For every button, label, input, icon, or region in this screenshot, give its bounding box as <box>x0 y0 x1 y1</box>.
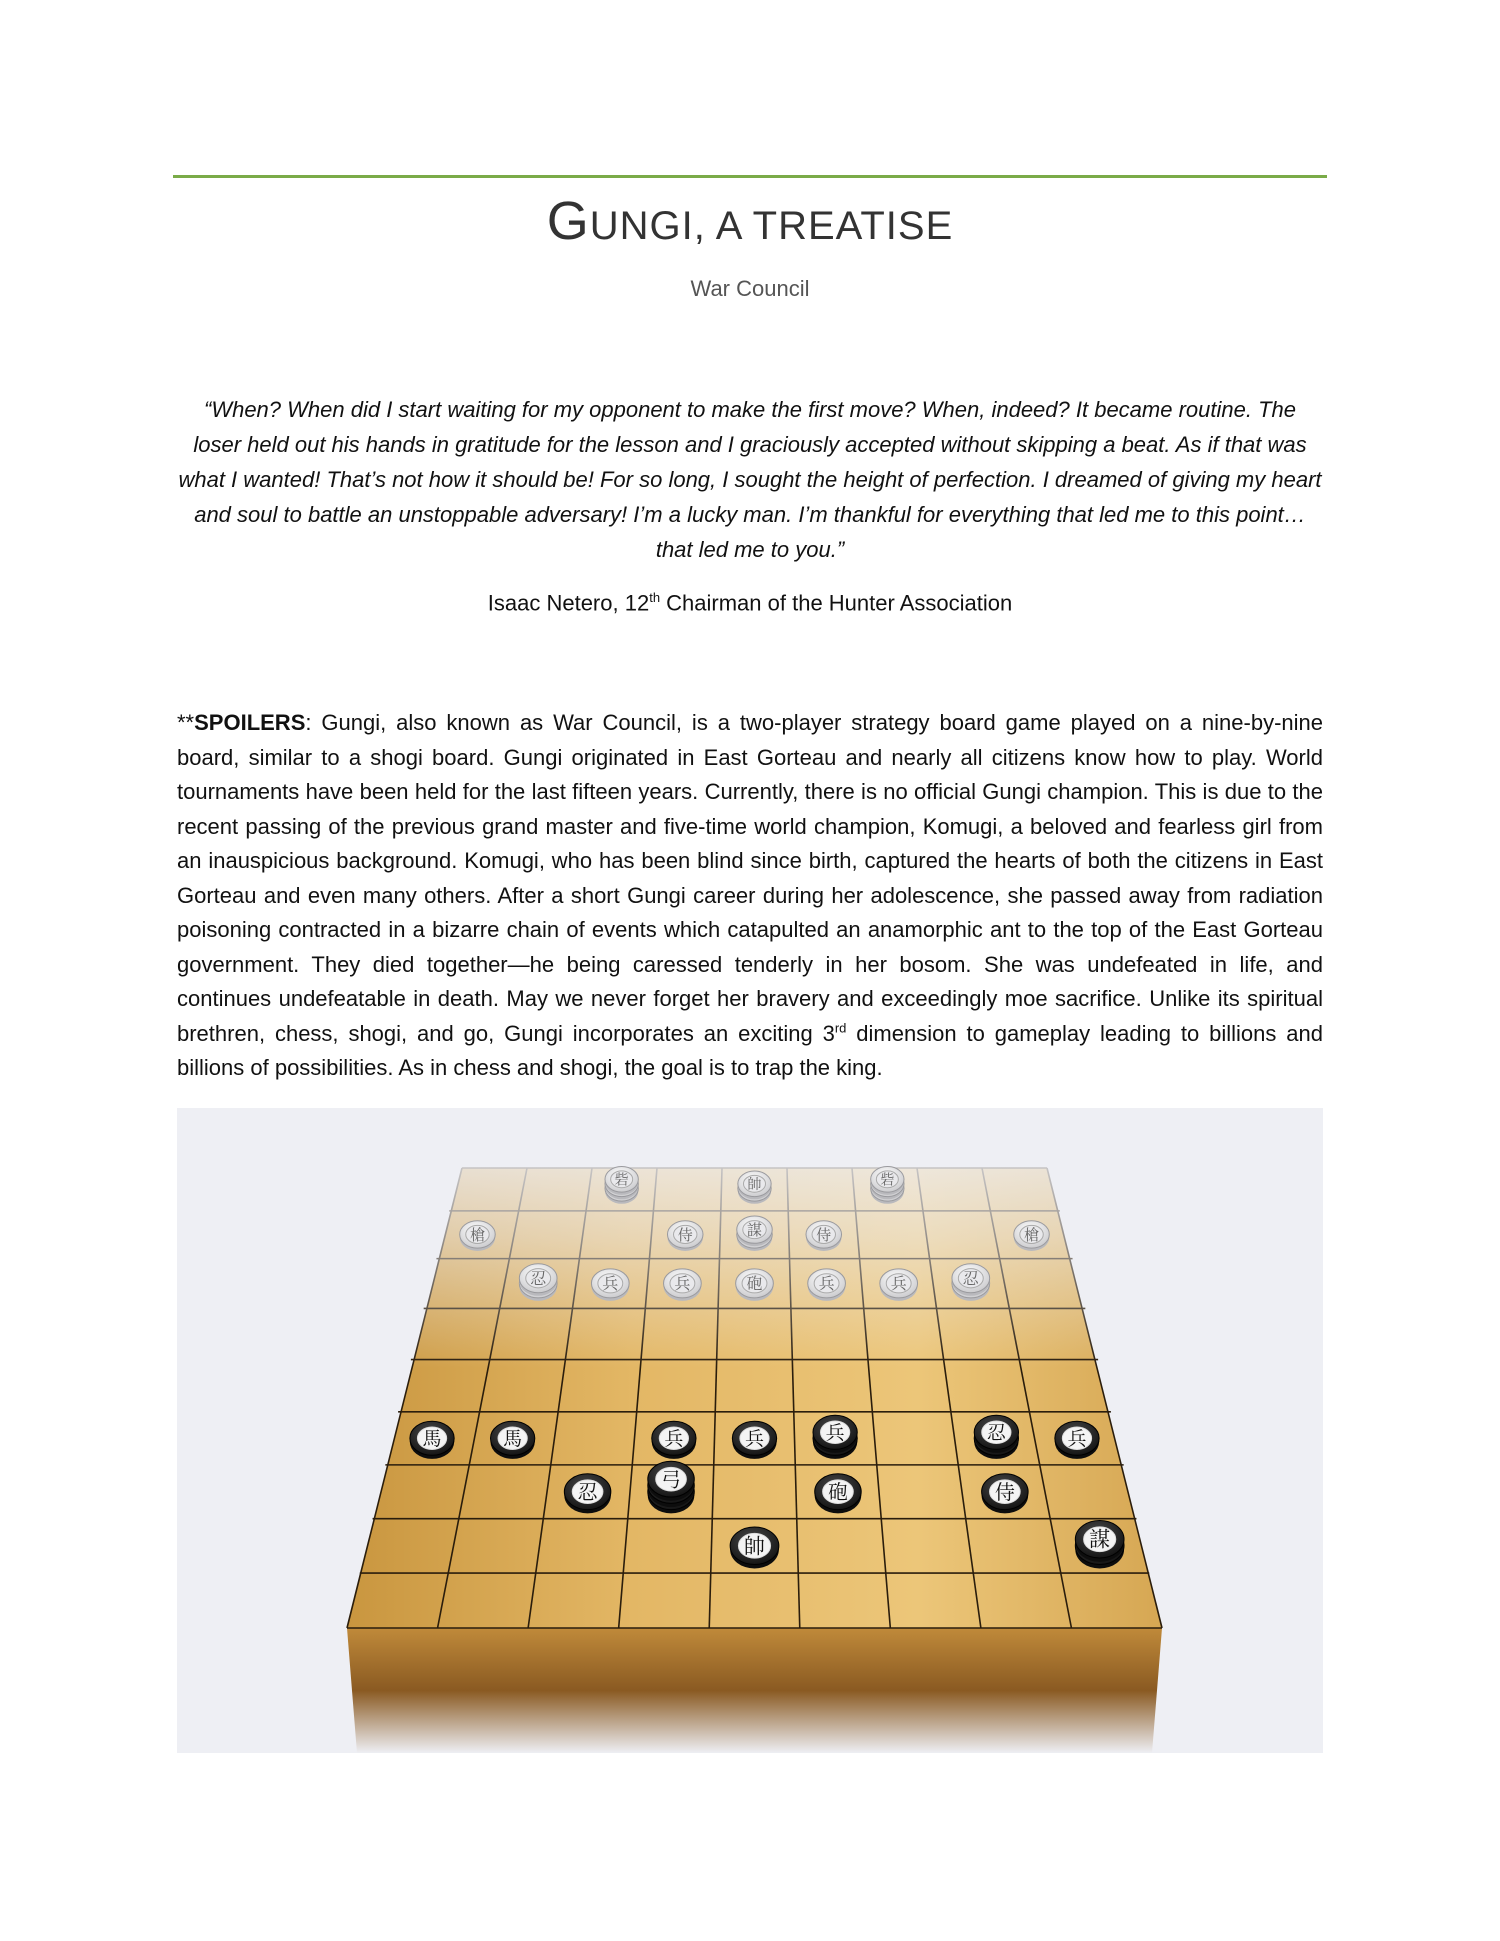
black-piece <box>564 1474 611 1514</box>
white-piece <box>806 1221 842 1251</box>
gungi-board-image <box>177 1108 1323 1753</box>
header-rule <box>173 175 1327 178</box>
black-piece-label: 兵 <box>744 1428 765 1451</box>
white-piece <box>871 1166 904 1203</box>
black-piece <box>732 1421 776 1459</box>
white-piece <box>519 1264 557 1301</box>
white-piece-label: 侍 <box>816 1225 832 1244</box>
white-piece-label: 兵 <box>890 1274 907 1294</box>
title-rest: UNGI, A TREATISE <box>589 204 954 248</box>
black-piece <box>410 1421 454 1459</box>
black-piece-label: 謀 <box>1089 1527 1111 1552</box>
page-subtitle: War Council <box>690 276 810 301</box>
black-piece-label: 馬 <box>422 1428 442 1451</box>
body-part-2: dimension to gameplay leading to billions and billions of possibilities. As in chess and shogi, the goal is to trap the king. <box>177 1020 1323 1080</box>
white-piece-label: 槍 <box>1024 1225 1040 1244</box>
white-piece-label: 槍 <box>469 1225 485 1244</box>
black-piece <box>652 1421 696 1459</box>
black-piece-label: 兵 <box>664 1428 684 1451</box>
title-first-letter: G <box>546 191 590 251</box>
spoiler-asterisks: ** <box>177 710 195 735</box>
quote-attribution <box>0 590 1500 616</box>
white-piece <box>591 1269 629 1301</box>
black-piece <box>813 1415 857 1459</box>
black-piece <box>730 1527 779 1568</box>
white-piece <box>737 1216 773 1251</box>
black-piece-label: 忍 <box>577 1479 598 1504</box>
black-piece-label: 兵 <box>1067 1428 1087 1451</box>
white-piece <box>667 1221 703 1251</box>
board-side-face <box>347 1628 1162 1753</box>
white-piece <box>736 1269 774 1301</box>
white-piece <box>664 1269 702 1301</box>
white-piece <box>738 1171 771 1204</box>
black-piece-label: 兵 <box>825 1422 845 1445</box>
black-piece <box>982 1474 1029 1514</box>
attribution-name: Isaac Netero, 12 <box>487 590 650 616</box>
black-piece-label: 帥 <box>744 1534 765 1559</box>
spoiler-label: SPOILERS <box>194 710 306 735</box>
white-piece-label: 帥 <box>747 1176 762 1193</box>
black-piece <box>815 1474 862 1514</box>
white-piece-label: 兵 <box>674 1274 691 1294</box>
white-piece-label: 忍 <box>530 1269 547 1289</box>
white-piece-label: 砲 <box>746 1274 763 1294</box>
gungi-board-illustration <box>177 1108 1323 1753</box>
white-piece <box>1014 1221 1050 1251</box>
black-piece <box>974 1415 1018 1459</box>
body-paragraph <box>177 706 1323 1086</box>
body-part-1: : Gungi, also known as War Council, is a two-player strategy board game played on a nine-by-nine board, similar to a shogi board. Gungi originated in East Gorteau and nearly all citizens know how to play. World tournaments have been held for the last fifteen years. Currently, there is no official Gungi champion. This is due to the recent passing of the previous grand master and five-time world champion, Komugi, a beloved and fearless girl from an inauspicious background. Komugi, who has been blind since birth, captured the hearts of both the citizens in East Gorteau and even many others. After a short Gungi career during her adolescence, she passed away from radiation poisoning contracted in a bizarre chain of events which catapulted an anamorphic ant to the top of the East Gorteau government. They died together—he being caressed tenderly in her bosom. She was undefeated in life, and continues undefeatable in death. May we never forget her bravery and exceedingly moe sacrifice. Unlike its spiritual brethren, chess, shogi, and go, Gungi incorporates an exciting 3 <box>177 710 1323 1046</box>
black-piece-label: 砲 <box>827 1479 848 1504</box>
black-piece <box>1075 1520 1124 1568</box>
attribution-role: Chairman of the Hunter Association <box>660 590 1013 616</box>
white-piece-label: 砦 <box>880 1172 895 1189</box>
page-title <box>0 190 1500 252</box>
white-piece-label: 兵 <box>602 1274 619 1294</box>
white-piece-label: 兵 <box>818 1274 835 1294</box>
black-piece-label: 侍 <box>994 1479 1015 1504</box>
black-piece-label: 忍 <box>986 1422 1006 1445</box>
body-ordinal: rd <box>834 1020 847 1036</box>
white-piece-label: 砦 <box>614 1172 629 1189</box>
epigraph-quote: “When? When did I start waiting for my opponent to make the first move? When, indeed? It became routine. The loser held out his hands in gratitude for the lesson and I graciously accepted without skipping a beat. As if that was what I wanted! That’s not how it should be! For so long, I sought the height of perfection. I dreamed of giving my heart and soul to battle an unstoppable adversary! I’m a lucky man. I’m thankful for everything that led me to this point… that led me to you.” <box>178 397 1322 562</box>
white-piece <box>952 1264 990 1301</box>
black-piece-label: 弓 <box>661 1467 682 1492</box>
white-piece <box>880 1269 918 1301</box>
white-piece-label: 忍 <box>962 1269 979 1289</box>
black-piece <box>1055 1421 1099 1459</box>
white-piece <box>460 1221 496 1251</box>
black-piece-label: 馬 <box>503 1428 523 1451</box>
black-piece <box>648 1461 695 1513</box>
black-piece <box>490 1421 534 1459</box>
white-piece <box>605 1166 638 1203</box>
white-piece-label: 侍 <box>677 1225 693 1244</box>
white-piece <box>808 1269 846 1301</box>
attribution-ordinal: th <box>649 590 661 605</box>
white-piece-label: 謀 <box>746 1221 763 1240</box>
